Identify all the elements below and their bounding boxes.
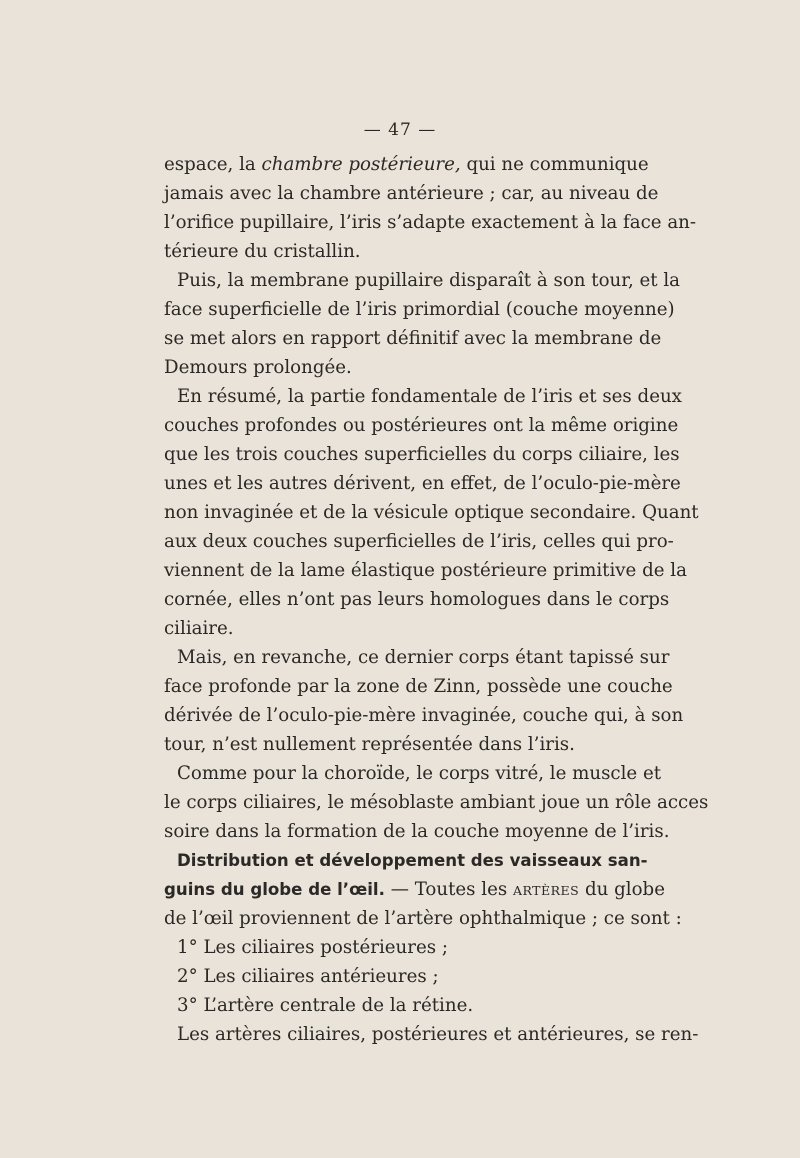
small-caps-term: ARTÈRES <box>512 883 580 898</box>
text-span: qui ne communique <box>460 154 649 175</box>
text-line: Les artères ciliaires, postérieures et antérieures, se ren- <box>177 1024 699 1045</box>
text-line: se met alors en rapport définitif avec la membrane de <box>164 328 662 349</box>
text-line: tour, n’est nullement représentée dans l’iris. <box>164 734 575 755</box>
text-line: dérivée de l’oculo-pie-mère invaginée, couche qui, à son <box>164 705 684 726</box>
section-heading: Distribution et développement des vaisseaux san- <box>177 851 648 870</box>
text-line: aux deux couches superficielles de l’iris, celles qui pro- <box>164 531 674 552</box>
text-line: En résumé, la partie fondamentale de l’iris et ses deux <box>177 386 682 407</box>
text-line: viennent de la lame élastique postérieure primitive de la <box>164 560 687 581</box>
text-line: unes et les autres dérivent, en effet, de l’oculo-pie-mère <box>164 473 681 494</box>
text-line: soire dans la formation de la couche moyenne de l’iris. <box>164 821 670 842</box>
text-line: jamais avec la chambre antérieure ; car, au niveau de <box>164 183 659 204</box>
text-line: cornée, elles n’ont pas leurs homologues dans le corps <box>164 589 670 610</box>
text-line: térieure du cristallin. <box>164 241 361 262</box>
text-line: Mais, en revanche, ce dernier corps étant tapissé sur <box>177 647 670 668</box>
text-line <box>164 150 649 179</box>
text-line: 1° Les ciliaires postérieures ; <box>177 937 448 958</box>
text-line: 3° L’artère centrale de la rétine. <box>177 995 474 1016</box>
text-line: couches profondes ou postérieures ont la même origine <box>164 415 679 436</box>
text-line: face superficielle de l’iris primordial (couche moyenne) <box>164 299 675 320</box>
text-line: Demours prolongée. <box>164 357 352 378</box>
text-line: non invaginée et de la vésicule optique secondaire. Quant <box>164 502 699 523</box>
section-heading: guins du globe de l’œil. <box>164 880 385 899</box>
page-number: — 47 — <box>363 120 437 140</box>
text-line: ciliaire. <box>164 618 234 639</box>
text-span: — Toutes les <box>384 879 513 900</box>
text-line: l’orifice pupillaire, l’iris s’adapte exactement à la face an- <box>164 212 697 233</box>
text-line: le corps ciliaires, le mésoblaste ambiant joue un rôle acces <box>164 792 709 813</box>
text-line: Comme pour la choroïde, le corps vitré, le muscle et <box>177 763 662 784</box>
text-line: Puis, la membrane pupillaire disparaît à son tour, et la <box>177 270 681 291</box>
text-span: espace, la <box>164 154 262 175</box>
text-line <box>164 875 665 904</box>
text-line: 2° Les ciliaires antérieures ; <box>177 966 439 987</box>
italic-term: chambre postérieure, <box>261 154 461 175</box>
text-line: face profonde par la zone de Zinn, possède une couche <box>164 676 673 697</box>
text-line: de l’œil proviennent de l’artère ophthalmique ; ce sont : <box>164 908 682 929</box>
page-text <box>164 150 709 1049</box>
text-line: que les trois couches superficielles du corps ciliaire, les <box>164 444 680 465</box>
text-span: du globe <box>579 879 665 900</box>
text-line <box>164 846 648 875</box>
